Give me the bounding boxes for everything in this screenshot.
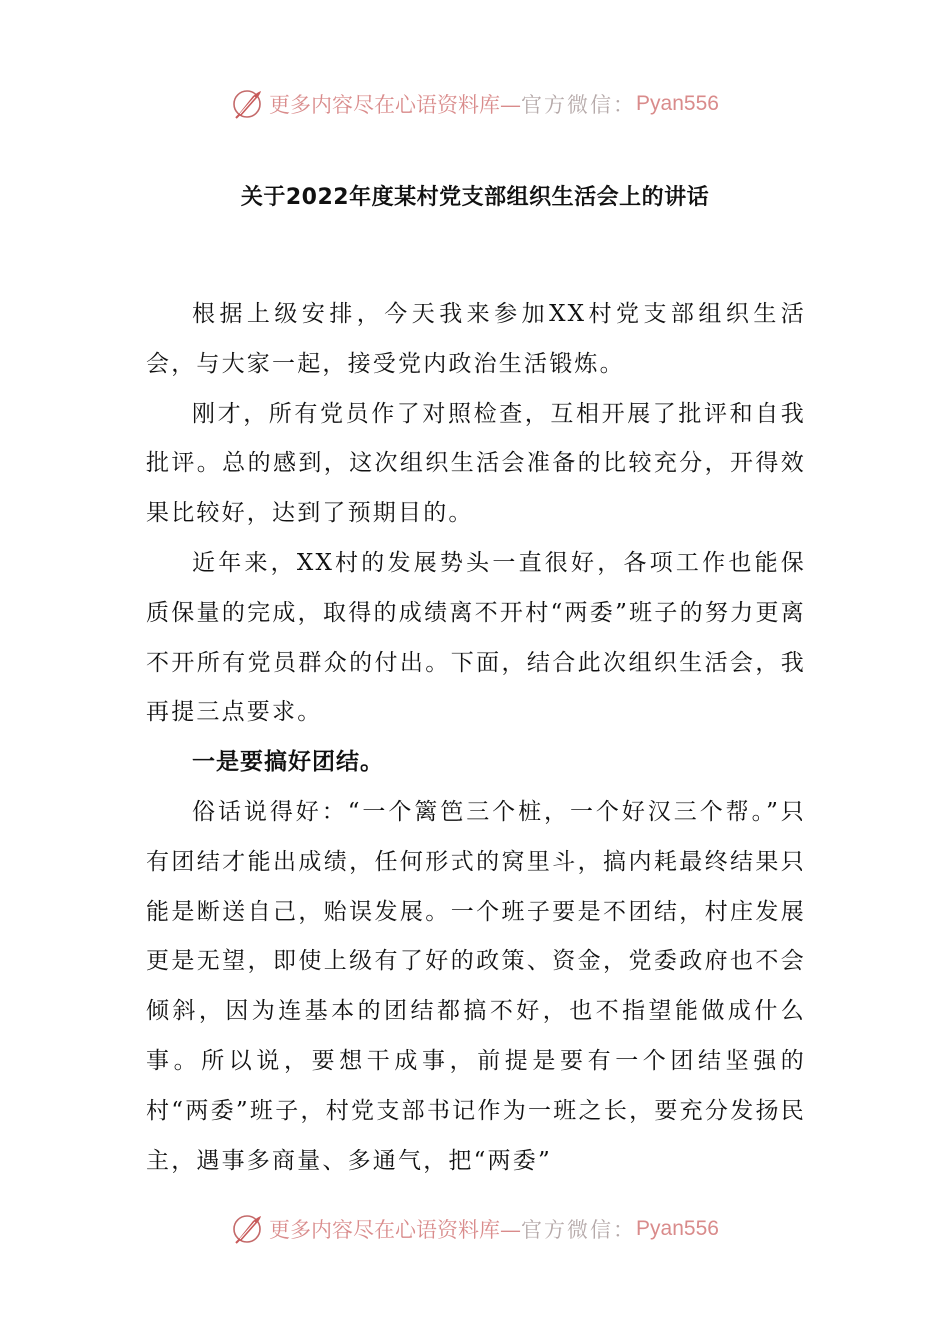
quill-pen-logo-icon [231, 1212, 265, 1246]
document-body [146, 290, 806, 1186]
document-title: 关于2022年度某村党支部组织生活会上的讲话 [240, 185, 710, 210]
section-heading: 一是要搞好团结。 [192, 749, 384, 776]
footer-watermark [0, 1209, 950, 1249]
header-brand-text: 更多内容尽在心语资料库— [269, 93, 522, 117]
paragraph: 根据上级安排，今天我来参加XX村党支部组织生活会，与大家一起，接受党内政治生活锻炼。 [146, 301, 806, 377]
quill-pen-logo-icon [231, 87, 265, 121]
footer-wechat-label: 官方微信： [521, 1218, 637, 1242]
footer-wechat-id: Pyan556 [636, 1217, 719, 1240]
paragraph: 刚才，所有党员作了对照检查，互相开展了批评和自我批评。总的感到，这次组织生活会准备的比较充分，开得效果比较好，达到了预期目的。 [146, 400, 806, 527]
paragraph: 近年来，XX村的发展势头一直很好，各项工作也能保质保量的完成，取得的成绩离不开村“两委”班子的努力更离不开所有党员群众的付出。下面，结合此次组织生活会，我再提三点要求。 [146, 549, 806, 726]
header-watermark [0, 84, 950, 124]
paragraph: 俗话说得好：“一个篱笆三个桩，一个好汉三个帮。”只有团结才能出成绩，任何形式的窝里斗，搞内耗最终结果只能是断送自己，贻误发展。一个班子要是不团结，村庄发展更是无望，即使上级有了好的政策、资金，党委政府也不会倾斜，因为连基本的团结都搞不好，也不指望能做成什么事。所以说，要想干成事，前提是要有一个团结坚强的村“两委”班子，村党支部书记作为一班之长，要充分发扬民主，遇事多商量、多通气，把“两委” [146, 798, 806, 1174]
header-wechat-id: Pyan556 [636, 92, 719, 115]
footer-brand-text: 更多内容尽在心语资料库— [269, 1218, 522, 1242]
header-wechat-label: 官方微信： [521, 93, 637, 117]
